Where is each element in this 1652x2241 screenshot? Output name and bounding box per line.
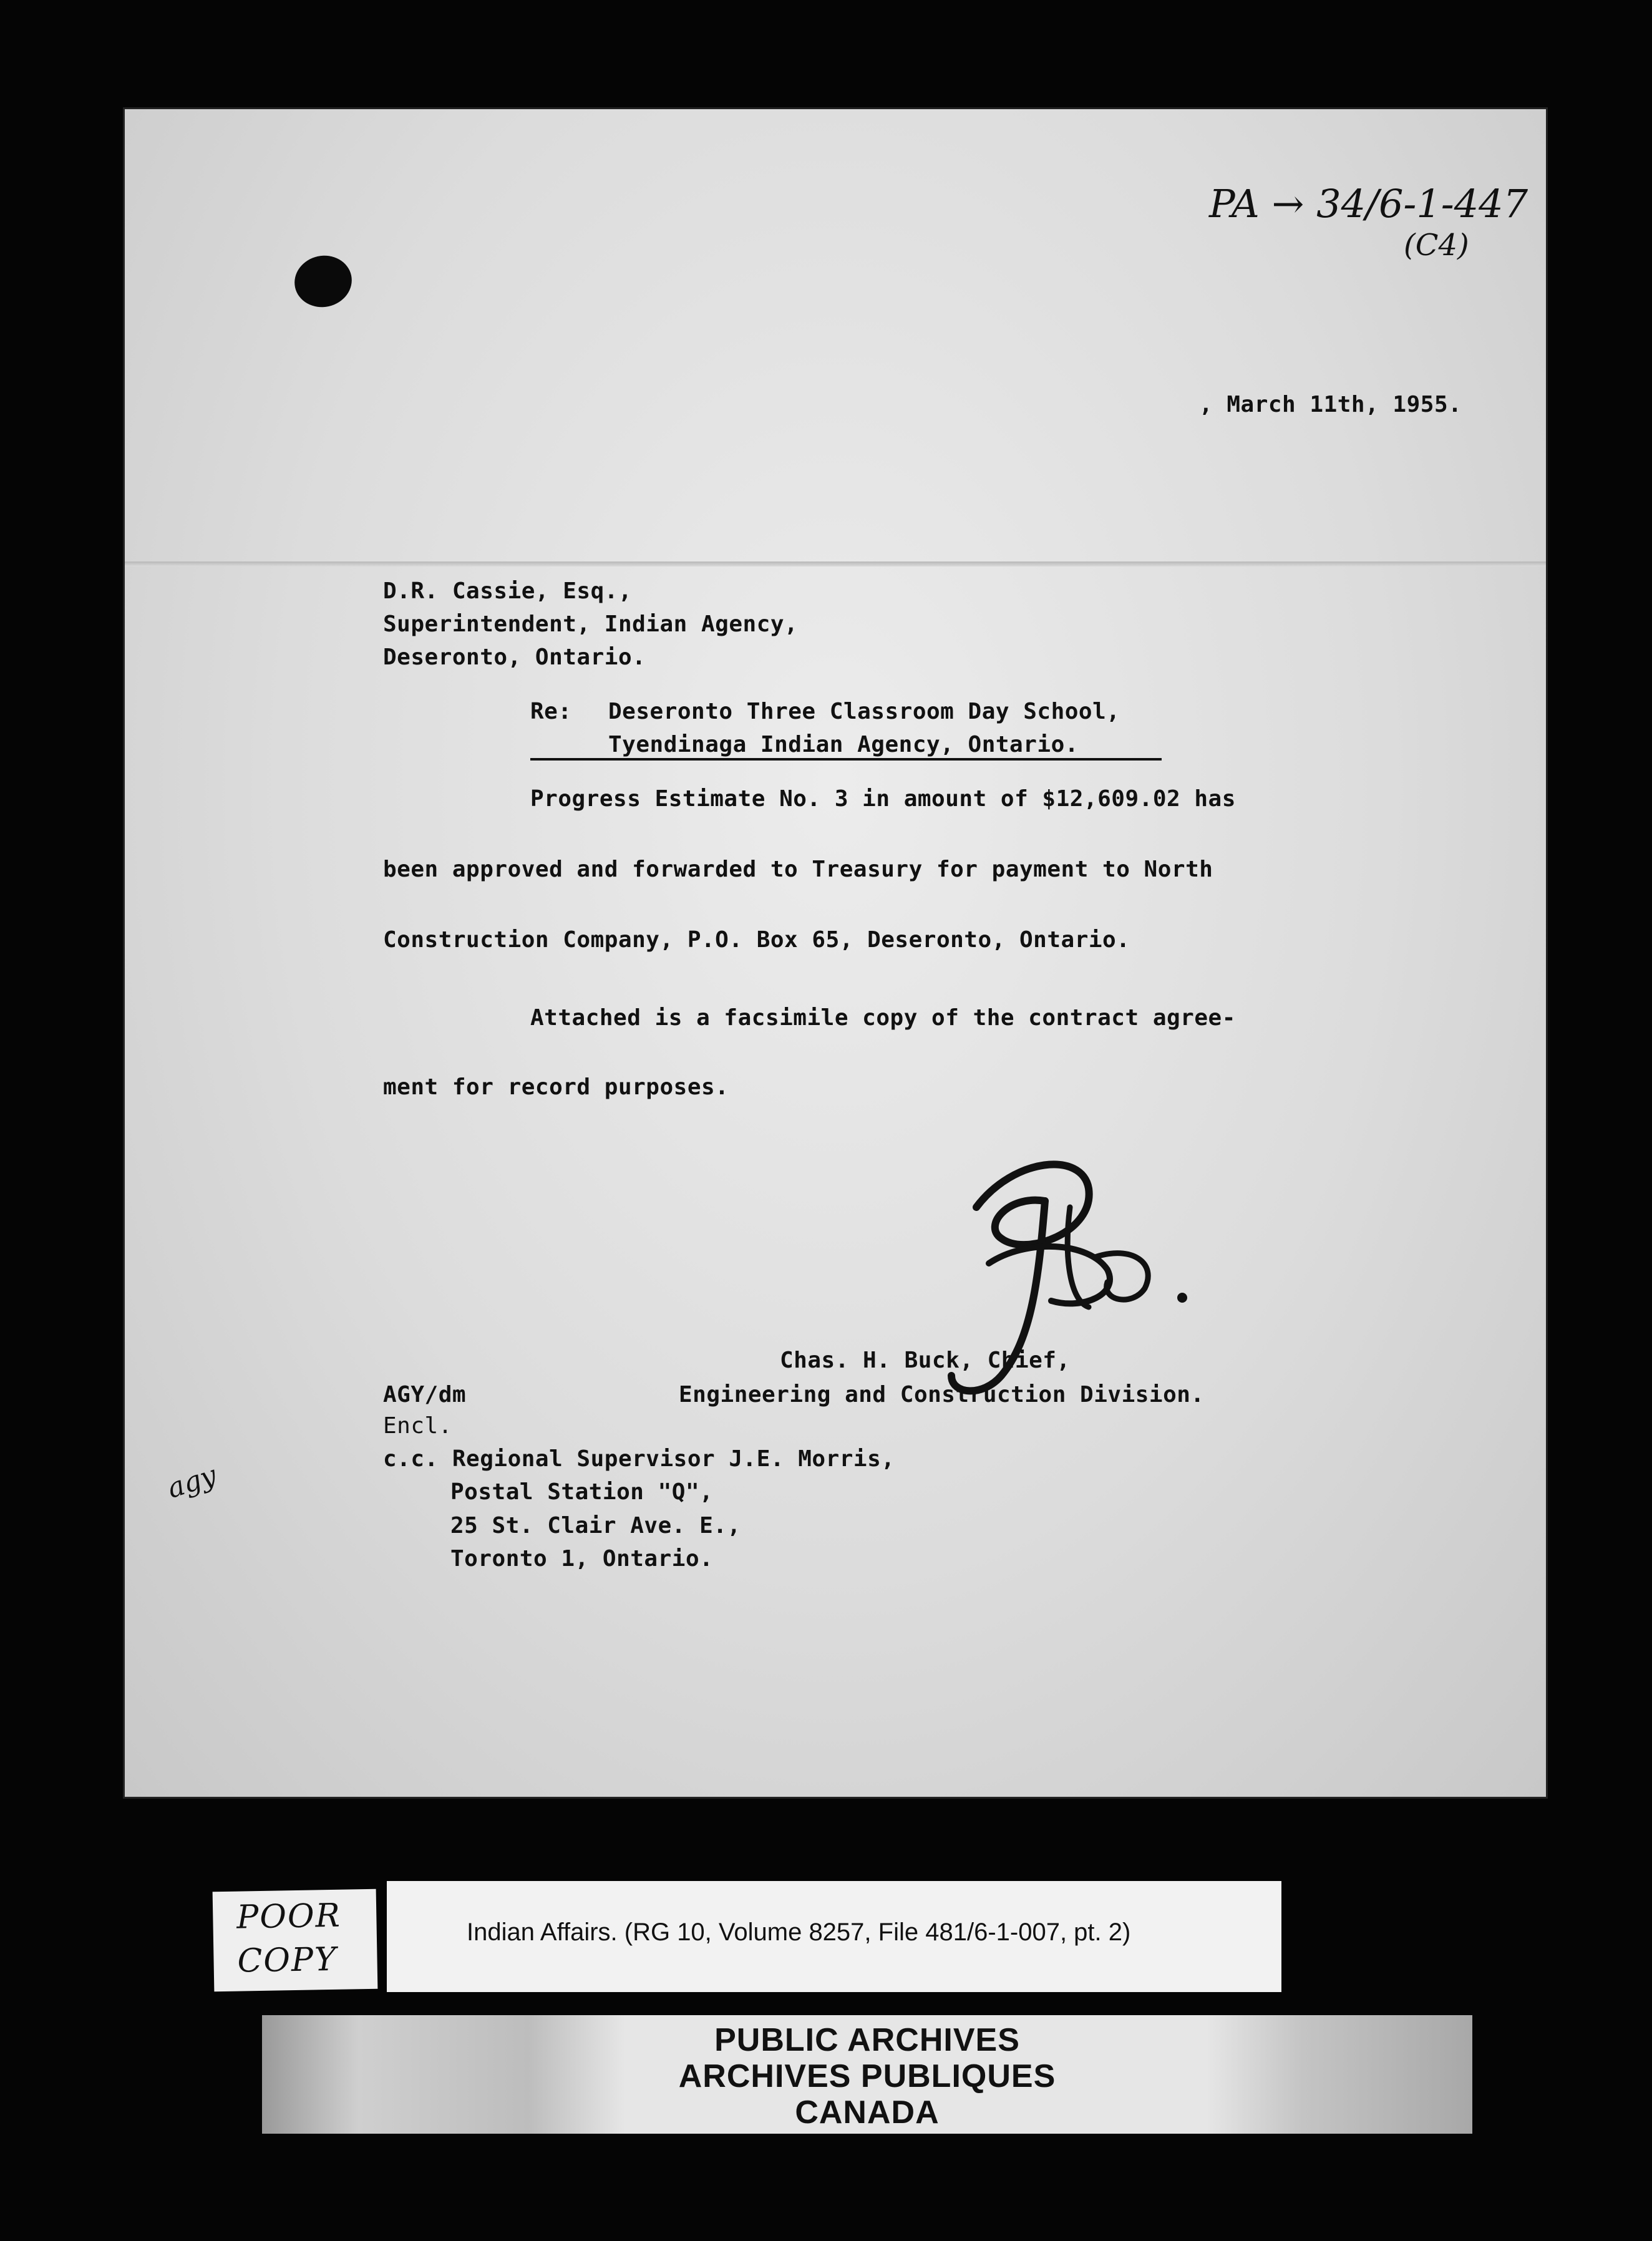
subject-label: Re: <box>530 699 572 724</box>
public-archives-stamp <box>262 2015 1472 2134</box>
archive-reference-text: Indian Affairs. (RG 10, Volume 8257, File 481/6-1-007, pt. 2) <box>467 1918 1131 1946</box>
body-line: ment for record purposes. <box>383 1074 729 1100</box>
cc-line: c.c. Regional Supervisor J.E. Morris, <box>383 1446 895 1472</box>
subject-line: Tyendinaga Indian Agency, Ontario. <box>608 732 1079 757</box>
subject-underline <box>530 758 1162 761</box>
body-line: Progress Estimate No. 3 in amount of $12,609.02 has <box>530 786 1236 812</box>
recipient-line: D.R. Cassie, Esq., <box>383 578 633 604</box>
enclosure-note: Encl. <box>383 1413 452 1439</box>
stamp-line: PUBLIC ARCHIVES <box>714 2022 1020 2058</box>
poor-copy-label <box>213 1889 378 1992</box>
punch-hole <box>289 250 356 312</box>
stamp-line: ARCHIVES PUBLIQUES <box>678 2058 1056 2094</box>
body-line: Attached is a facsimile copy of the contract agree- <box>530 1005 1236 1031</box>
letter-date: , March 11th, 1955. <box>1199 392 1462 417</box>
subject-line: Deseronto Three Classroom Day School, <box>608 699 1120 724</box>
recipient-line: Deseronto, Ontario. <box>383 644 646 670</box>
file-reference-handwritten: PA → 34/6-1-447 <box>1209 181 1528 226</box>
poor-copy-word: COPY <box>237 1940 338 1980</box>
file-reference-subcode: (C4) <box>1404 228 1469 263</box>
cc-line: 25 St. Clair Ave. E., <box>450 1513 741 1539</box>
cc-line: Postal Station "Q", <box>450 1479 714 1505</box>
poor-copy-word: POOR <box>236 1897 342 1937</box>
cc-line: Toronto 1, Ontario. <box>450 1546 714 1572</box>
signatory-name: Chas. H. Buck, Chief, <box>780 1348 1071 1373</box>
margin-note-handwritten: agy <box>163 1459 221 1505</box>
body-line: been approved and forwarded to Treasury for payment to North <box>383 857 1213 882</box>
stamp-line: CANADA <box>795 2094 940 2131</box>
archive-reference-label <box>387 1881 1281 1992</box>
reference-initials: AGY/dm <box>383 1382 467 1407</box>
body-line: Construction Company, P.O. Box 65, Deseronto, Ontario. <box>383 927 1130 953</box>
letter-page <box>125 109 1546 1797</box>
signatory-title: Engineering and Construction Division. <box>679 1382 1205 1407</box>
page-fold <box>125 561 1546 566</box>
recipient-line: Superintendent, Indian Agency, <box>383 611 799 637</box>
